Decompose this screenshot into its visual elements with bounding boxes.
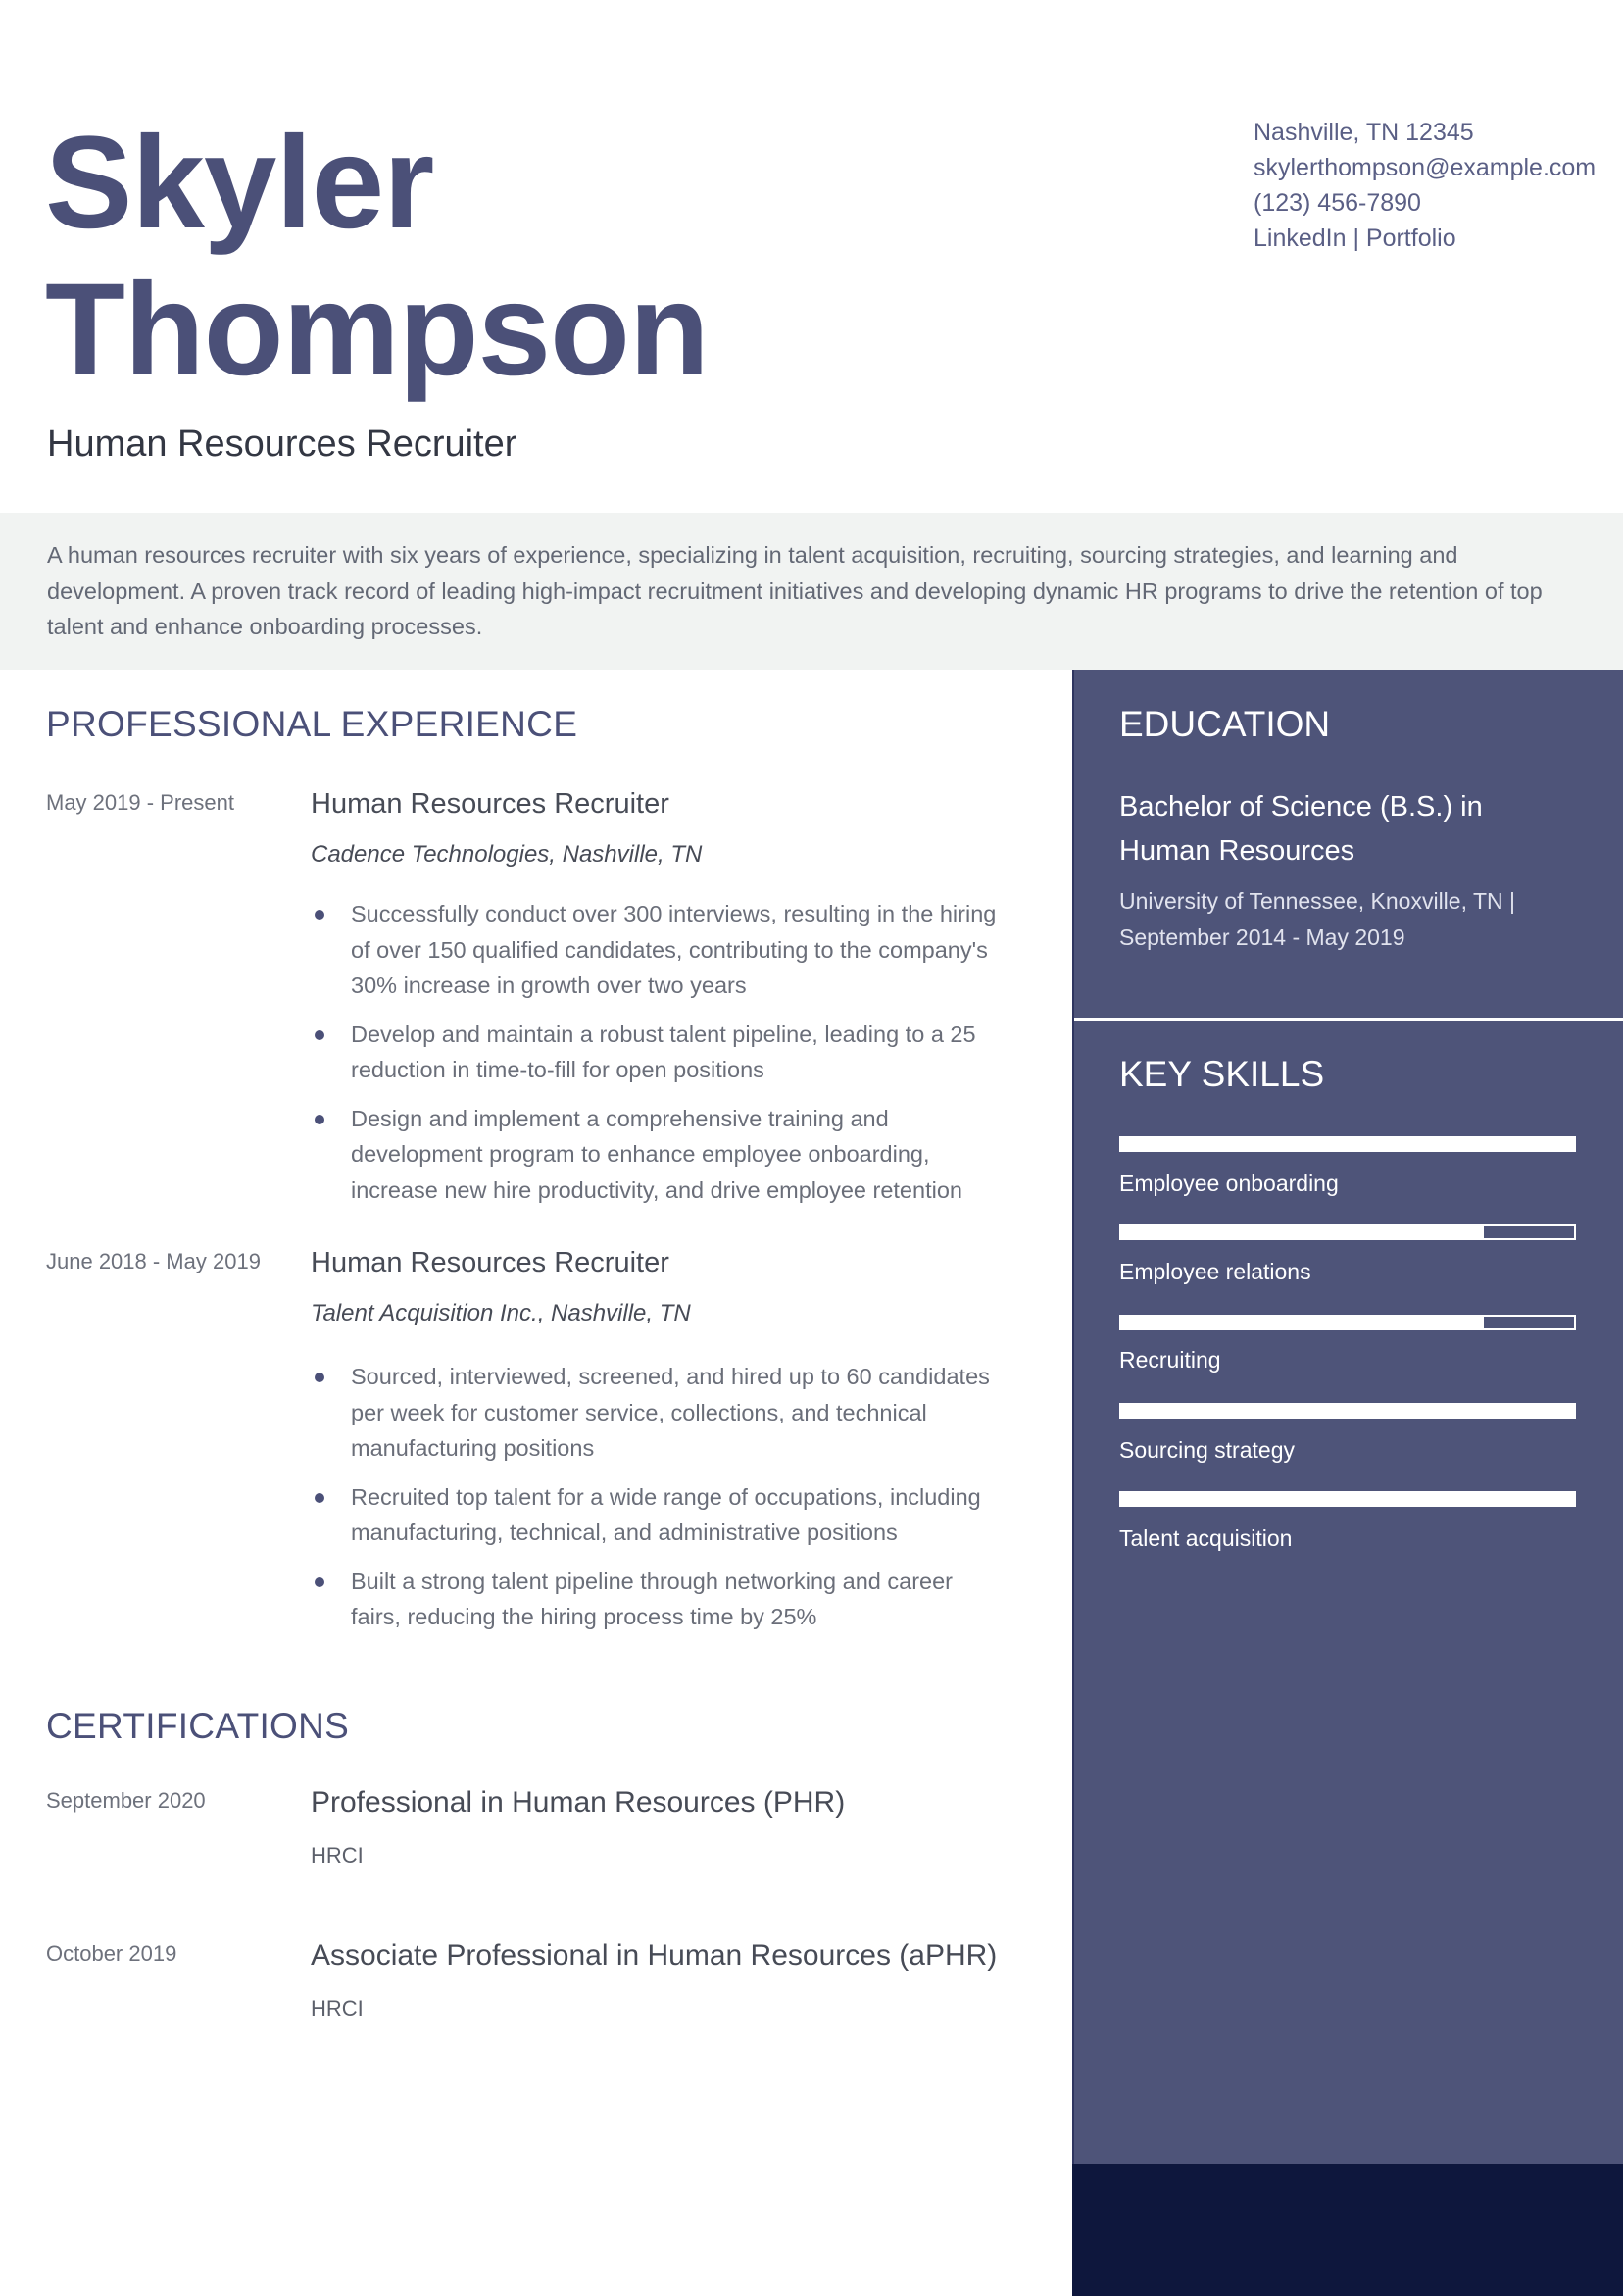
list-item: Design and implement a comprehensive training and development program to enhance employee onboarding, increase new hire productivity, and drive employee retention — [311, 1101, 997, 1209]
bullet-dot-icon — [315, 910, 324, 920]
cert-title: Associate Professional in Human Resources (aPHR) — [311, 1939, 998, 1972]
experience-heading: PROFESSIONAL EXPERIENCE — [46, 704, 578, 744]
job-company: Talent Acquisition Inc., Nashville, TN — [311, 1300, 691, 1326]
skill-bar-fill — [1121, 1405, 1574, 1417]
skill-label: Talent acquisition — [1119, 1525, 1293, 1551]
skill-bar — [1119, 1403, 1576, 1419]
sidebar-divider — [1074, 1018, 1623, 1021]
job-title: Human Resources Recruiter — [311, 788, 669, 820]
summary-text: A human resources recruiter with six years of experience, specializing in talent acquisition, recruiting, sourcing strategies, and learning and development. A proven track record of leading high-impact recruitment initiatives and developing dynamic HR programs to drive the retention of top talent and enhance onboarding processes. — [47, 542, 1543, 639]
job-date: May 2019 - Present — [46, 790, 234, 815]
bullet-dot-icon — [315, 1493, 324, 1503]
skill-bar — [1119, 1491, 1576, 1507]
skill-bar-fill — [1121, 1317, 1484, 1328]
last-name: Thompson — [45, 257, 709, 403]
job-date: June 2018 - May 2019 — [46, 1249, 261, 1273]
job-bullets — [311, 1359, 997, 1648]
bullet-dot-icon — [315, 1577, 324, 1587]
job-role: Human Resources Recruiter — [47, 424, 517, 465]
bullet-dot-icon — [315, 1115, 324, 1124]
skill-bar-fill — [1121, 1138, 1574, 1150]
list-item: Sourced, interviewed, screened, and hired up to 60 candidates per week for customer service, collections, and technical manufacturing positions — [311, 1359, 997, 1467]
contact-links[interactable]: LinkedIn | Portfolio — [1254, 225, 1456, 252]
list-item: Successfully conduct over 300 interviews, resulting in the hiring of over 150 qualified candidates, contributing to the company's 30% increase in growth over two years — [311, 896, 997, 1004]
list-item: Recruited top talent for a wide range of occupations, including manufacturing, technical, and administrative positions — [311, 1479, 997, 1551]
job-title: Human Resources Recruiter — [311, 1247, 669, 1278]
job-bullets — [311, 896, 997, 1221]
job-company: Cadence Technologies, Nashville, TN — [311, 841, 703, 868]
candidate-name — [45, 110, 927, 404]
list-item: Develop and maintain a robust talent pipeline, leading to a 25 reduction in time-to-fill for open positions — [311, 1017, 997, 1088]
skill-label: Employee onboarding — [1119, 1171, 1339, 1196]
first-name: Skyler — [45, 110, 434, 256]
skill-bar-fill — [1121, 1226, 1484, 1238]
skill-label: Employee relations — [1119, 1259, 1311, 1284]
cert-title: Professional in Human Resources (PHR) — [311, 1786, 846, 1819]
list-item: Built a strong talent pipeline through networking and career fairs, reducing the hiring process time by 25% — [311, 1564, 997, 1635]
cert-date: October 2019 — [46, 1941, 177, 1966]
skill-bar — [1119, 1136, 1576, 1152]
sidebar-footer — [1072, 2164, 1623, 2296]
education-heading: EDUCATION — [1119, 704, 1331, 744]
contact-phone: (123) 456-7890 — [1254, 189, 1421, 217]
skills-heading: KEY SKILLS — [1119, 1054, 1325, 1094]
contact-email[interactable]: skylerthompson@example.com — [1254, 154, 1597, 181]
cert-org: HRCI — [311, 1843, 364, 1868]
bullet-dot-icon — [315, 1030, 324, 1040]
certifications-heading: CERTIFICATIONS — [46, 1706, 350, 1746]
contact-block — [1254, 115, 1596, 256]
cert-date: September 2020 — [46, 1788, 206, 1813]
cert-org: HRCI — [311, 1996, 364, 2021]
education-degree: Bachelor of Science (B.S.) in Human Resources — [1119, 791, 1483, 867]
skill-bar — [1119, 1315, 1576, 1330]
skill-bar — [1119, 1224, 1576, 1240]
skill-label: Sourcing strategy — [1119, 1437, 1295, 1463]
contact-location: Nashville, TN 12345 — [1254, 119, 1474, 146]
skill-label: Recruiting — [1119, 1347, 1221, 1373]
bullet-dot-icon — [315, 1373, 324, 1382]
education-school: University of Tennessee, Knoxville, TN | September 2014 - May 2019 — [1119, 888, 1515, 950]
skill-bar-fill — [1121, 1493, 1574, 1505]
